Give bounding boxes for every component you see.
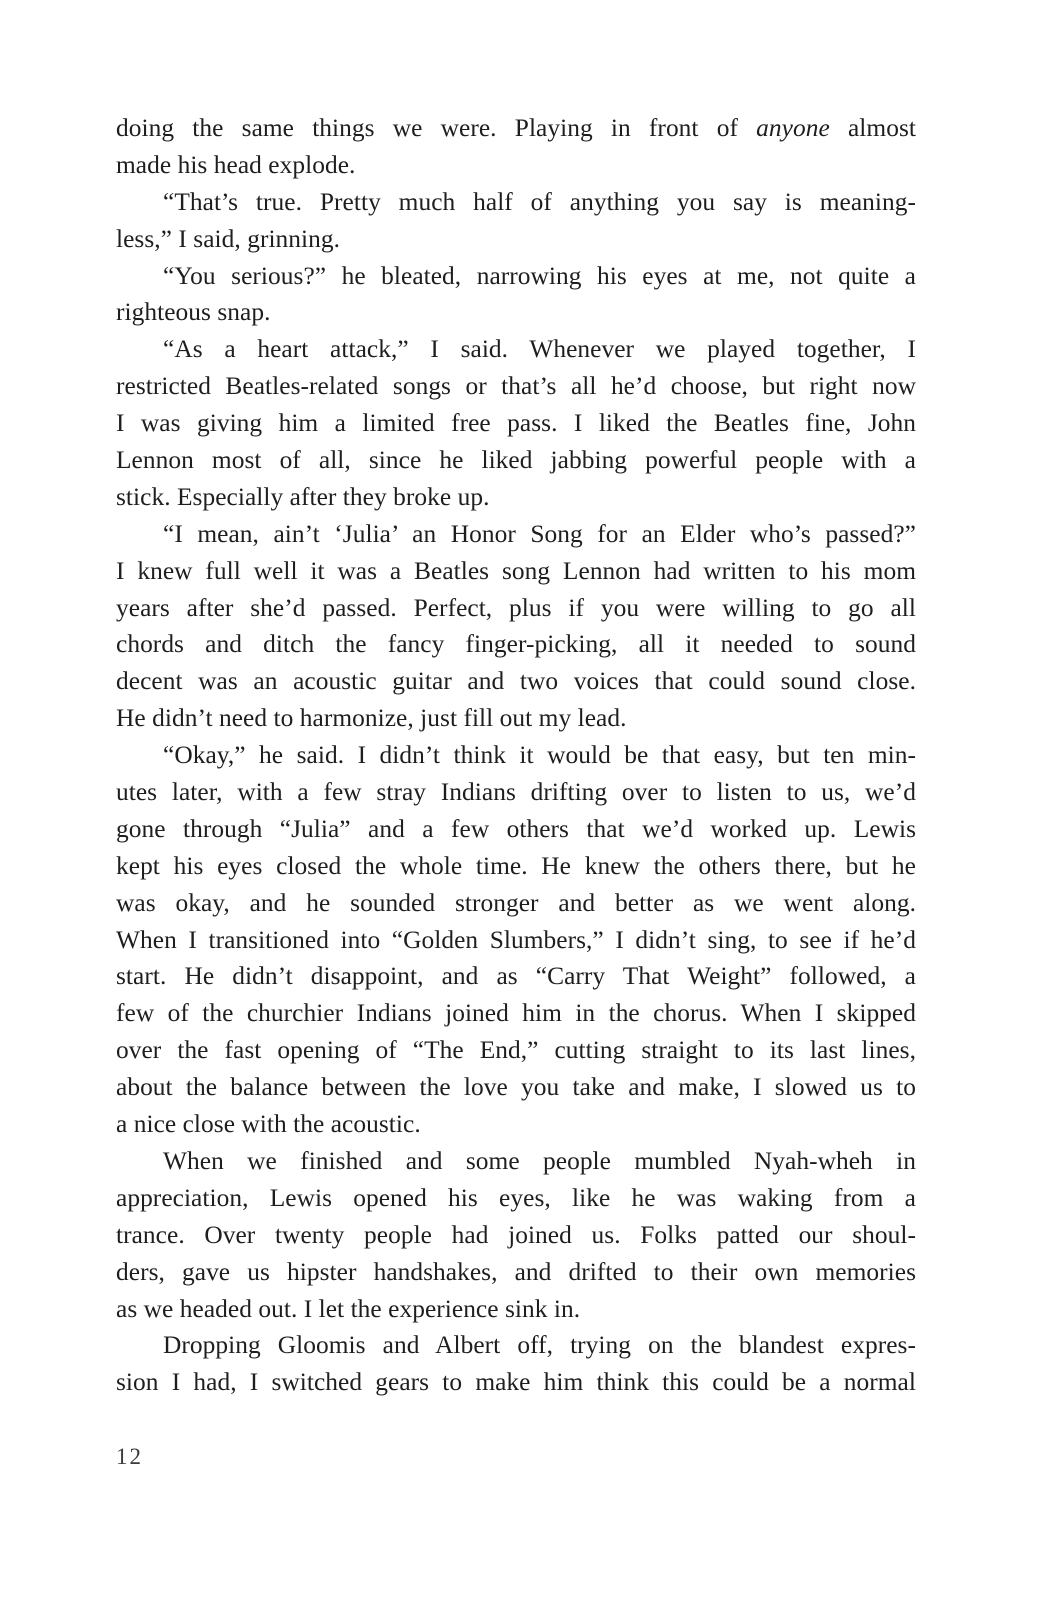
text-line: “That’s true. Pretty much half of anything you say is meaning-: [163, 187, 916, 216]
text-line: stick. Especially after they broke up.: [116, 482, 490, 511]
text-line: made his head explode.: [116, 150, 356, 179]
text-line: start. He didn’t disappoint, and as “Carry That Weight” followed, a: [116, 962, 916, 991]
text-line: restricted Beatles-related songs or that’s all he’d choose, but right now: [116, 372, 916, 401]
text-line: over the fast opening of “The End,” cutting straight to its last lines,: [116, 1036, 916, 1065]
text-line: [116, 110, 916, 147]
text-line: “I mean, ain’t ‘Julia’ an Honor Song for an Elder who’s passed?”: [163, 519, 916, 548]
text-line: as we headed out. I let the experience sink in.: [116, 1294, 581, 1323]
body-text: [116, 110, 916, 1401]
text-line: kept his eyes closed the whole time. He knew the others there, but he: [116, 851, 916, 880]
text-line: chords and ditch the fancy finger-picking, all it needed to sound: [116, 630, 916, 659]
text-line: “You serious?” he bleated, narrowing his eyes at me, not quite a: [163, 261, 916, 290]
text-run: doing the same things we were. Playing in front of: [116, 114, 757, 142]
text-line: When we finished and some people mumbled Nyah-wheh in: [163, 1146, 916, 1175]
text-line: Dropping Gloomis and Albert off, trying on the blandest expres-: [163, 1331, 916, 1360]
text-line: righteous snap.: [116, 298, 271, 327]
text-line: When I transitioned into “Golden Slumbers,” I didn’t sing, to see if he’d: [116, 925, 916, 954]
text-line: utes later, with a few stray Indians drifting over to listen to us, we’d: [116, 778, 916, 807]
text-line: ders, gave us hipster handshakes, and drifted to their own memories: [116, 1257, 916, 1286]
text-line: “As a heart attack,” I said. Whenever we played together, I: [163, 335, 916, 364]
text-line: a nice close with the acoustic.: [116, 1110, 421, 1139]
text-line: was okay, and he sounded stronger and better as we went along.: [116, 888, 916, 917]
text-line: appreciation, Lewis opened his eyes, like he was waking from a: [116, 1183, 916, 1212]
text-line: decent was an acoustic guitar and two voices that could sound close.: [116, 667, 916, 696]
text-line: about the balance between the love you take and make, I slowed us to: [116, 1073, 916, 1102]
text-line: sion I had, I switched gears to make him think this could be a normal: [116, 1368, 916, 1397]
text-line: I knew full well it was a Beatles song Lennon had written to his mom: [116, 556, 916, 585]
text-line: less,” I said, grinning.: [116, 224, 341, 253]
text-line: few of the churchier Indians joined him in the chorus. When I skipped: [116, 999, 916, 1028]
text-line: “Okay,” he said. I didn’t think it would be that easy, but ten min-: [163, 741, 916, 770]
italic-emphasis: anyone: [756, 114, 830, 142]
text-line: I was giving him a limited free pass. I liked the Beatles fine, John: [116, 409, 916, 438]
text-line: Lennon most of all, since he liked jabbing powerful people with a: [116, 446, 916, 475]
text-run: almost: [829, 114, 916, 142]
text-line: He didn’t need to harmonize, just fill out my lead.: [116, 704, 627, 733]
text-line: trance. Over twenty people had joined us. Folks patted our shoul-: [116, 1220, 916, 1249]
page-number: 12: [116, 1444, 143, 1469]
text-line: years after she’d passed. Perfect, plus if you were willing to go all: [116, 593, 916, 622]
text-line: gone through “Julia” and a few others that we’d worked up. Lewis: [116, 814, 916, 843]
